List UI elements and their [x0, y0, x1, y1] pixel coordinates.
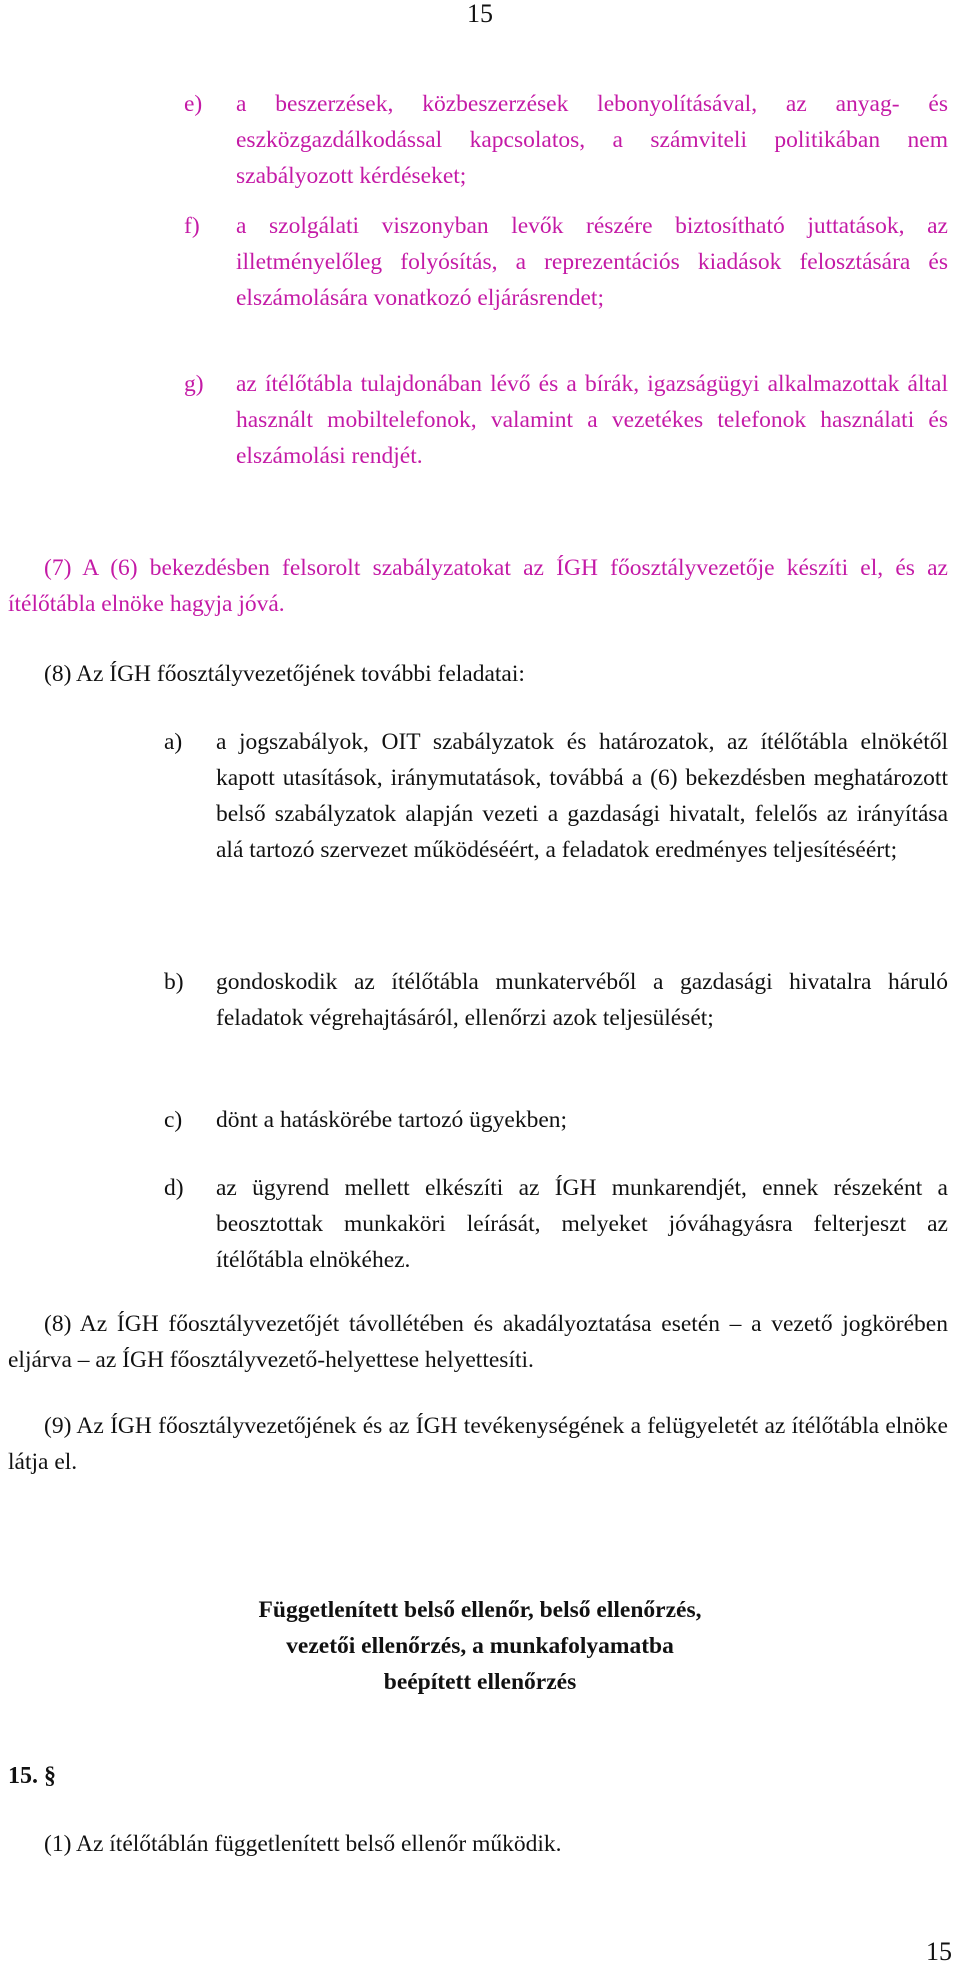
- paragraph-8-intro: (8) Az ÍGH főosztályvezetőjének további feladatai:: [44, 661, 525, 687]
- list-item-text: a szolgálati viszonyban levők részére biztosítható juttatások, az illetményelőleg folyósítás, a reprezentációs kiadások felosztására és elszámolására vonatkozó eljárásrendet;: [236, 213, 948, 311]
- list-item-label: d): [164, 1175, 184, 1201]
- heading-line-3: beépített ellenőrzés: [383, 1669, 577, 1695]
- list-item-label: e): [184, 91, 203, 117]
- list-item-g: [184, 366, 948, 474]
- list-item-label: f): [184, 213, 200, 239]
- heading-line-1: Függetlenített belső ellenőr, belső ellenőrzés,: [258, 1597, 702, 1623]
- list-item-text: dönt a hatáskörébe tartozó ügyekben;: [216, 1107, 568, 1133]
- paragraph-9: (9) Az ÍGH főosztályvezetőjének és az ÍGH tevékenységének a felügyeletét az ítélőtábla elnöke látja el.: [8, 1413, 948, 1475]
- list-item-a: [164, 724, 948, 868]
- list-item-label: b): [164, 969, 184, 995]
- heading-line-2: vezetői ellenőrzés, a munkafolyamatba: [286, 1633, 674, 1659]
- list-item-f: [184, 208, 948, 316]
- list-item-label: a): [164, 729, 183, 755]
- paragraph-7: (7) A (6) bekezdésben felsorolt szabályzatokat az ÍGH főosztályvezetője készíti el, és az ítélőtábla elnöke hagyja jóvá.: [8, 555, 948, 617]
- page-number-top: 15: [467, 0, 493, 28]
- page-number-bottom: 15: [926, 1937, 952, 1966]
- paragraph-15-1: (1) Az ítélőtáblán függetlenített belső ellenőr működik.: [44, 1831, 562, 1857]
- list-item-c: [164, 1102, 948, 1138]
- list-item-text: gondoskodik az ítélőtábla munkatervéből a gazdasági hivatalra háruló feladatok végrehajtásáról, ellenőrzi azok teljesülését;: [216, 969, 948, 1031]
- list-item-b: [164, 964, 948, 1036]
- section-heading: [0, 1592, 960, 1700]
- list-item-d: [164, 1170, 948, 1278]
- list-item-text: az ügyrend mellett elkészíti az ÍGH munkarendjét, ennek részeként a beosztottak munkaköri leírását, melyeket jóváhagyásra felterjeszt az ítélőtábla elnökéhez.: [216, 1175, 948, 1273]
- paragraph-8b: (8) Az ÍGH főosztályvezetőjét távollétében és akadályoztatása esetén – a vezető jogkörében eljárva – az ÍGH főosztályvezető-helyettese helyettesíti.: [8, 1311, 948, 1373]
- list-item-e: [184, 86, 948, 194]
- list-item-text: az ítélőtábla tulajdonában lévő és a bírák, igazságügyi alkalmazottak által használt mobiltelefonok, valamint a vezetékes telefonok használati és elszámolási rendjét.: [236, 371, 948, 469]
- list-item-label: g): [184, 371, 204, 397]
- list-item-text: a jogszabályok, OIT szabályzatok és határozatok, az ítélőtábla elnökétől kapott utasítások, iránymutatások, továbbá a (6) bekezdésben meghatározott belső szabályzatok alapján vezeti a gazdasági hivatalt, felelős az irányítása alá tartozó szervezet működéséért, a feladatok eredményes teljesítéséért;: [216, 729, 948, 863]
- list-item-label: c): [164, 1107, 183, 1133]
- list-item-text: a beszerzések, közbeszerzések lebonyolításával, az anyag- és eszközgazdálkodással kapcsolatos, a számviteli politikában nem szabályozott kérdéseket;: [236, 91, 948, 189]
- section-number: 15. §: [8, 1763, 56, 1789]
